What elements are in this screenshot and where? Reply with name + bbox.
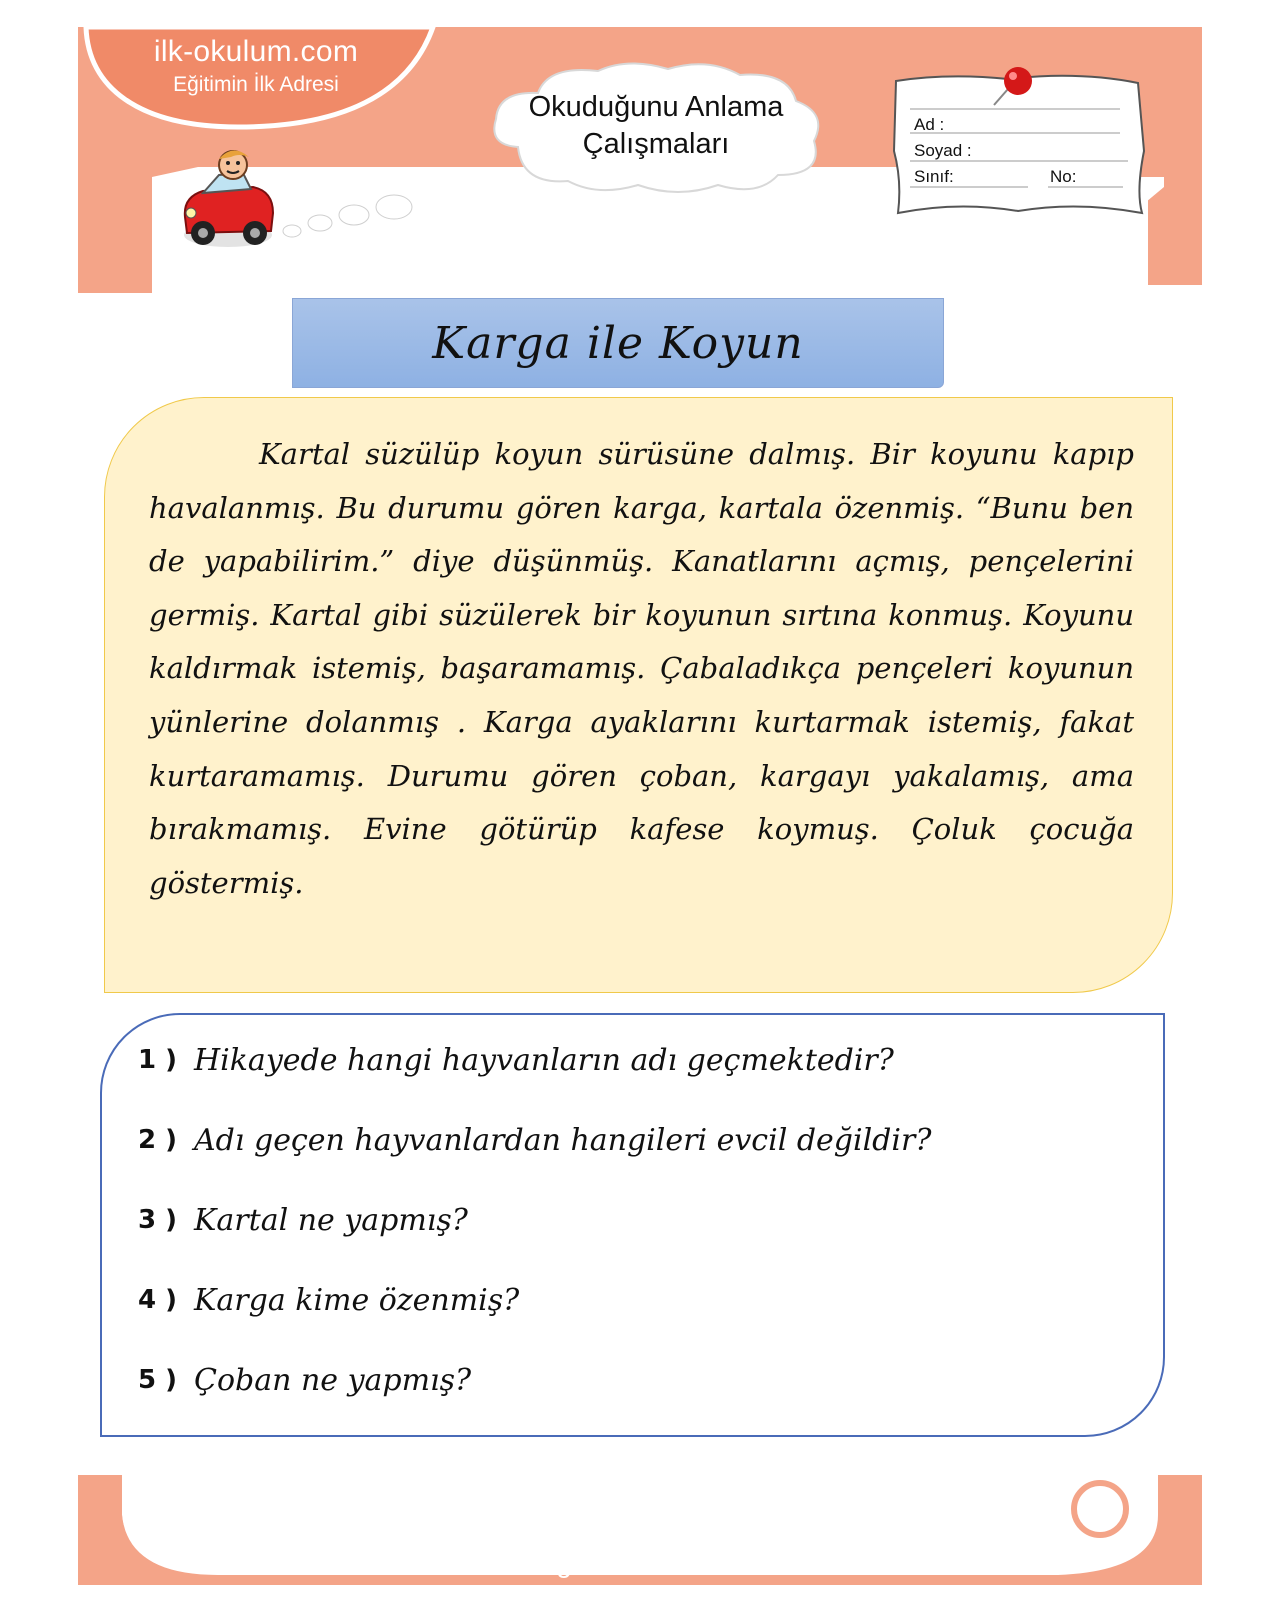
thought-dots xyxy=(276,187,506,247)
worksheet-category-line2: Çalışmaları xyxy=(582,128,730,160)
question-text: Karga kime özenmiş? xyxy=(194,1282,520,1318)
surname-label: Soyad : xyxy=(914,141,972,160)
story-paragraph: Kartal süzülüp koyun sürüsüne dalmış. Bir koyunu kapıp havalanmış. Bu durumu gören karga, kartala özenmiş. “Bunu ben de yapabilirim.” diye düşünmüş. Kanatlarını açmış, pençelerini germiş. Kartal gibi süzülerek bir koyunun sırtına konmuş. Koyunu kaldırmak istemiş, başaramamış. Çabaladıkça pençeleri koyunun yünlerine dolanmış . Karga ayaklarını kurtarmak istemiş, fakat kurtaramamış. Durumu gören çoban, kargayı yakalamış, ama bırakmamış. Evine götürüp kafese koymuş. Çoluk çocuğa göstermiş. xyxy=(149,437,1134,900)
question-number: 4 ) xyxy=(138,1285,178,1315)
question-item xyxy=(138,1035,894,1085)
question-text: Çoban ne yapmış? xyxy=(194,1362,472,1398)
question-text: Hikayede hangi hayvanların adı geçmektedir? xyxy=(194,1042,894,1078)
question-item xyxy=(138,1355,471,1405)
question-text: Kartal ne yapmış? xyxy=(194,1202,468,1238)
question-item xyxy=(138,1115,931,1165)
worksheet-category-line1: Okuduğunu Anlama xyxy=(528,91,784,123)
name-label: Ad : xyxy=(914,115,945,134)
class-label: Sınıf: xyxy=(914,167,954,186)
question-number: 2 ) xyxy=(138,1125,178,1155)
story-title: Karga ile Koyun xyxy=(432,317,804,369)
question-text: Adı geçen hayvanlardan hangileri evcil değildir? xyxy=(194,1122,932,1158)
story-box xyxy=(104,397,1173,993)
question-item xyxy=(138,1195,468,1245)
worksheet-category xyxy=(496,89,816,163)
brand-subtitle: Eğitimin İlk Adresi xyxy=(173,73,339,96)
worksheet-header xyxy=(78,27,1202,293)
footer-brand-subtitle: Eğitimin İlk Adresi xyxy=(537,1547,759,1578)
story-text xyxy=(149,428,1134,910)
question-number: 1 ) xyxy=(138,1045,178,1075)
push-pin-icon xyxy=(986,63,1046,113)
worksheet-footer xyxy=(78,1475,1202,1585)
number-label: No: xyxy=(1050,167,1077,186)
car-illustration xyxy=(173,147,283,257)
question-number: 3 ) xyxy=(138,1205,178,1235)
footer-brand-title: ilk-okulum.com xyxy=(507,1501,789,1548)
brand-title: ilk-okulum.com xyxy=(153,35,359,68)
questions-box xyxy=(100,1013,1165,1437)
question-item xyxy=(138,1275,519,1325)
story-title-bar xyxy=(292,298,944,388)
question-number: 5 ) xyxy=(138,1365,178,1395)
